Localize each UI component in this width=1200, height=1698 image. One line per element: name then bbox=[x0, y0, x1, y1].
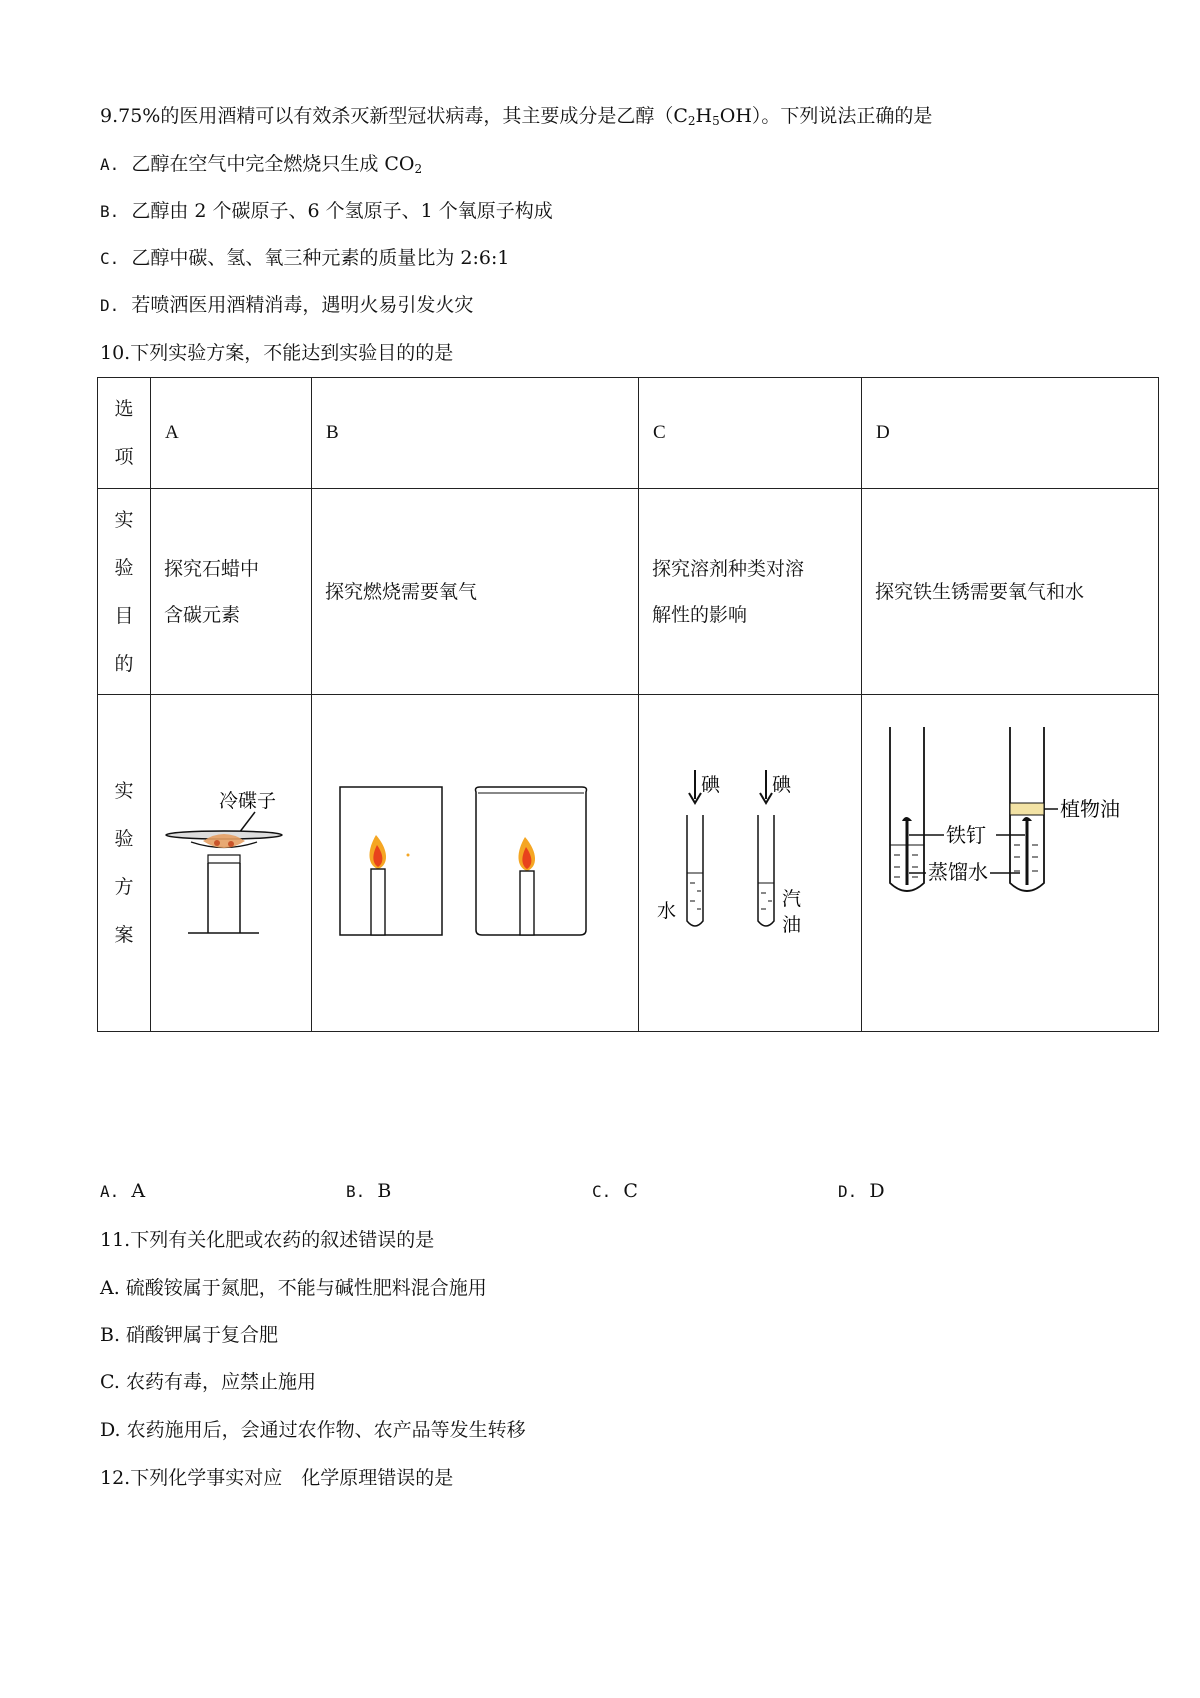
q10-stem: 10.下列实验方案，不能达到实验目的的是 bbox=[100, 342, 454, 364]
q10-answer-d: D. D bbox=[838, 1180, 885, 1202]
candle-icon bbox=[520, 871, 534, 935]
veg-oil-label: 植物油 bbox=[1060, 797, 1120, 821]
purpose-c: 探究溶剂种类对溶 解性的影响 bbox=[639, 489, 862, 695]
purpose-b: 探究燃烧需要氧气 bbox=[312, 489, 639, 695]
gasoline-label-2: 油 bbox=[782, 914, 802, 936]
row-header-options: 选 项 bbox=[98, 378, 151, 489]
q11-option-b: B. 硝酸钾属于复合肥 bbox=[100, 1324, 279, 1346]
scheme-a bbox=[151, 695, 312, 1032]
col-label-b: B bbox=[312, 378, 639, 489]
iron-rust-diagram bbox=[862, 695, 1144, 1026]
col-label-a: A bbox=[151, 378, 312, 489]
candle-beaker-diagram bbox=[312, 695, 624, 1026]
q9-option-d: D. 若喷洒医用酒精消毒，遇明火易引发火灾 bbox=[100, 294, 474, 316]
cold-dish-label: 冷碟子 bbox=[219, 790, 277, 812]
col-label-c: C bbox=[639, 378, 862, 489]
q9-option-a: A. 乙醇在空气中完全燃烧只生成 $CO_2$ bbox=[100, 153, 423, 176]
q12-stem: 12.下列化学事实对应 化学原理错误的是 bbox=[100, 1467, 454, 1489]
row-header-scheme: 实 验 方 案 bbox=[98, 695, 151, 1032]
candle-icon bbox=[371, 869, 385, 935]
q9-option-b: B. 乙醇由 2 个碳原子、6 个氢原子、1 个氧原子构成 bbox=[100, 200, 553, 222]
table-row-scheme bbox=[98, 695, 1159, 1032]
scheme-b bbox=[312, 695, 639, 1032]
q11-option-d: D. 农药施用后，会通过农作物、农产品等发生转移 bbox=[100, 1419, 526, 1441]
scheme-d bbox=[862, 695, 1159, 1032]
iodine-label-2: 碘 bbox=[772, 774, 792, 796]
table-row-options bbox=[98, 378, 1159, 489]
purpose-d: 探究铁生锈需要氧气和水 bbox=[862, 489, 1159, 695]
oil-layer bbox=[1010, 803, 1044, 815]
water-label: 水 bbox=[657, 900, 677, 922]
gasoline-label-1: 汽 bbox=[782, 888, 802, 910]
q10-answer-a: A. A bbox=[100, 1180, 146, 1202]
iodine-solubility-diagram bbox=[639, 695, 847, 1026]
table-row-purpose bbox=[98, 489, 1159, 695]
purpose-a: 探究石蜡中 含碳元素 bbox=[151, 489, 312, 695]
iron-nail-label: 铁钉 bbox=[946, 823, 986, 847]
q11-stem: 11.下列有关化肥或农药的叙述错误的是 bbox=[100, 1229, 435, 1251]
row-header-purpose: 实 验 目 的 bbox=[98, 489, 151, 695]
q11-option-c: C. 农药有毒，应禁止施用 bbox=[100, 1371, 316, 1393]
q10-answer-b: B. B bbox=[346, 1180, 392, 1202]
q9-stem: 9.75%的医用酒精可以有效杀灭新型冠状病毒，其主要成分是乙醇$(C_2H_5OH)$。下列说法正确的是 bbox=[100, 105, 933, 128]
experiment-table bbox=[97, 377, 1159, 1032]
q10-answer-c: C. C bbox=[592, 1180, 638, 1202]
cold-dish-diagram bbox=[151, 695, 297, 1026]
iodine-label-1: 碘 bbox=[701, 774, 721, 796]
col-label-d: D bbox=[862, 378, 1159, 489]
q9-option-c: C. 乙醇中碳、氢、氧三种元素的质量比为 2:6:1 bbox=[100, 247, 510, 269]
distilled-water-label: 蒸馏水 bbox=[928, 860, 988, 884]
q11-option-a: A. 硫酸铵属于氮肥，不能与碱性肥料混合施用 bbox=[100, 1277, 487, 1299]
scheme-c bbox=[639, 695, 862, 1032]
